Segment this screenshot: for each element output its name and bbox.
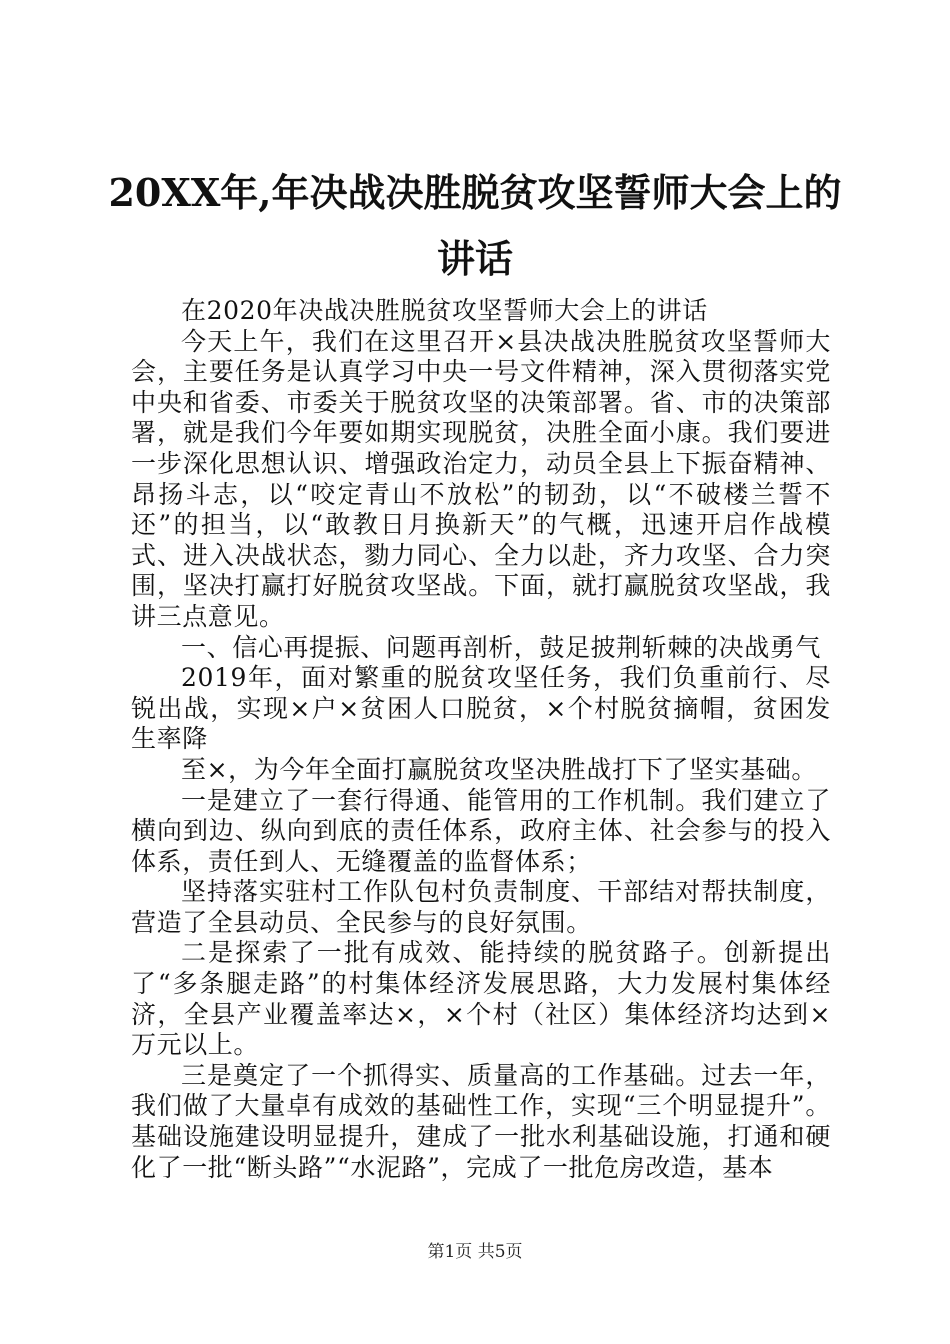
document-title: 20XX年,年决战决胜脱贫攻坚誓师大会上的讲话	[108, 170, 842, 281]
body-paragraph-2019: 2019年，面对繁重的脱贫攻坚任务，我们负重前行、尽锐出战，实现×户×贫困人口脱贫，×个村脱贫摘帽，贫困发生率降	[131, 663, 831, 754]
body-paragraph-2019-cont: 至×，为今年全面打赢脱贫攻坚决胜战打下了坚实基础。	[181, 754, 817, 784]
body-paragraph-point-one: 一是建立了一套行得通、能管用的工作机制。我们建立了横向到边、纵向到底的责任体系，政府主体、社会参与的投入体系，责任到人、无缝覆盖的监督体系；	[131, 785, 831, 876]
section-heading-one: 一、信心再提振、问题再剖析，鼓足披荆斩棘的决战勇气	[181, 632, 822, 662]
body-paragraph-point-one-cont: 坚持落实驻村工作队包村负责制度、干部结对帮扶制度，营造了全县动员、全民参与的良好氛围。	[131, 877, 831, 937]
body-paragraph-subtitle: 在2020年决战决胜脱贫攻坚誓师大会上的讲话	[181, 296, 708, 325]
document-body	[131, 296, 831, 1183]
body-paragraph-point-two: 二是探索了一批有成效、能持续的脱贫路子。创新提出了“多条腿走路”的村集体经济发展思路，大力发展村集体经济，全县产业覆盖率达×，×个村（社区）集体经济均达到×万元以上。	[131, 938, 831, 1060]
page-number-footer: 第1页 共5页	[427, 1242, 523, 1262]
body-paragraph-point-three: 三是奠定了一个抓得实、质量高的工作基础。过去一年，我们做了大量卓有成效的基础性工作，实现“三个明显提升”。基础设施建设明显提升，建成了一批水利基础设施，打通和硬化了一批“断头路”“水泥路”，完成了一批危房改造，基本	[131, 1060, 831, 1182]
body-paragraph-intro: 今天上午，我们在这里召开×县决战决胜脱贫攻坚誓师大会，主要任务是认真学习中央一号文件精神，深入贯彻落实党中央和省委、市委关于脱贫攻坚的决策部署。省、市的决策部署，就是我们今年要如期实现脱贫，决胜全面小康。我们要进一步深化思想认识、增强政治定力，动员全县上下振奋精神、昂扬斗志，以“咬定青山不放松”的韧劲，以“不破楼兰誓不还”的担当，以“敢教日月换新天”的气概，迅速开启作战模式、进入决战状态，勠力同心、全力以赴，齐力攻坚、合力突围，坚决打赢打好脱贫攻坚战。下面，就打赢脱贫攻坚战，我讲三点意见。	[131, 326, 831, 631]
